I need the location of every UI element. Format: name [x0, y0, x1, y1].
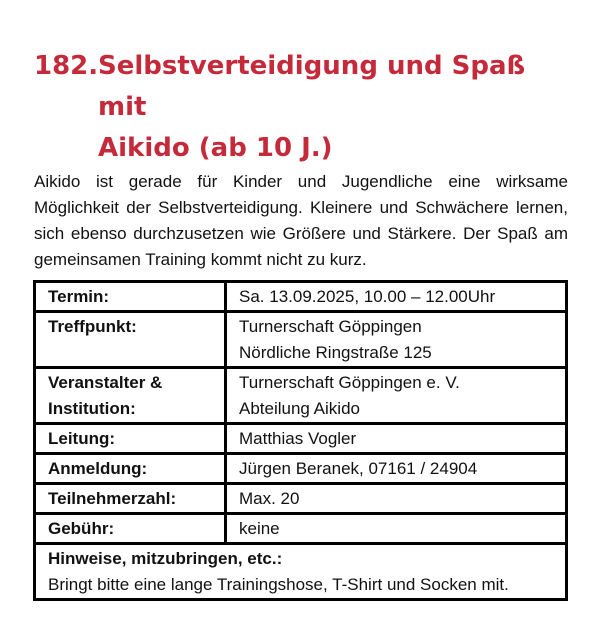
termin-label: Termin:	[35, 282, 226, 312]
row-leitung	[35, 424, 567, 454]
termin-value: Sa. 13.09.2025, 10.00 – 12.00Uhr	[226, 282, 567, 312]
leitung-label: Leitung:	[35, 424, 226, 454]
course-title	[34, 46, 579, 169]
teilnehmerzahl-label: Teilnehmerzahl:	[35, 484, 226, 514]
course-description: Aikido ist gerade für Kinder und Jugendliche eine wirksame Möglichkeit der Selbstverteidigung. Kleinere und Schwächere lernen, sich ebenso durchzusetzen wie Größere und Stärkere. Der Spaß am gemeinsamen Training kommt nicht zu kurz.	[34, 172, 568, 269]
veranstalter-label	[35, 368, 226, 424]
course-title-line-2	[34, 128, 579, 169]
teilnehmerzahl-value: Max. 20	[226, 484, 567, 514]
course-details-table	[33, 280, 568, 601]
course-number: 182.	[34, 51, 99, 81]
veranstalter-line-1: Turnerschaft Göppingen e. V.	[239, 373, 460, 392]
row-gebuehr	[35, 514, 567, 544]
hinweise-cell	[35, 544, 567, 600]
anmeldung-value: Jürgen Beranek, 07161 / 24904	[226, 454, 567, 484]
veranstalter-line-2: Abteilung Aikido	[239, 399, 360, 418]
row-treffpunkt	[35, 312, 567, 368]
treffpunkt-line-2: Nördliche Ringstraße 125	[239, 343, 432, 362]
treffpunkt-label: Treffpunkt:	[35, 312, 226, 368]
row-veranstalter	[35, 368, 567, 424]
veranstalter-label-line-1: Veranstalter &	[48, 373, 163, 392]
course-title-line-1	[34, 46, 579, 128]
veranstalter-label-line-2: Institution:	[48, 399, 136, 418]
course-title-text-1: Selbstverteidigung und Spaß mit	[98, 51, 526, 122]
row-teilnehmerzahl	[35, 484, 567, 514]
gebuehr-label: Gebühr:	[35, 514, 226, 544]
veranstalter-value	[226, 368, 567, 424]
treffpunkt-value	[226, 312, 567, 368]
hinweise-label: Hinweise, mitzubringen, etc.:	[48, 549, 283, 568]
title-indent	[34, 128, 98, 169]
row-termin	[35, 282, 567, 312]
hinweise-value: Bringt bitte eine lange Trainingshose, T-Shirt und Socken mit.	[48, 575, 509, 594]
treffpunkt-line-1: Turnerschaft Göppingen	[239, 317, 422, 336]
row-anmeldung	[35, 454, 567, 484]
gebuehr-value: keine	[226, 514, 567, 544]
anmeldung-label: Anmeldung:	[35, 454, 226, 484]
leitung-value: Matthias Vogler	[226, 424, 567, 454]
row-hinweise	[35, 544, 567, 600]
course-title-text-2: Aikido (ab 10 J.)	[98, 133, 333, 163]
